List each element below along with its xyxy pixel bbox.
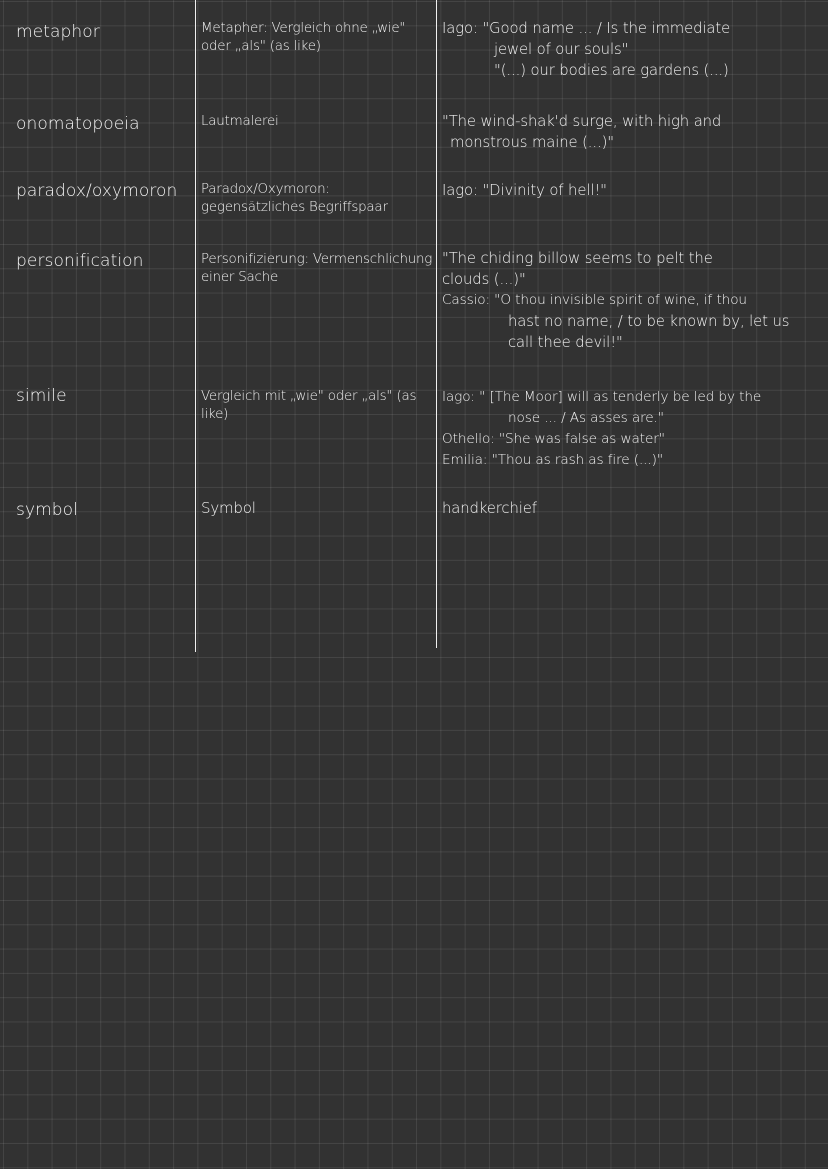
example-personification [442, 248, 826, 353]
example-onomatopoeia [442, 111, 826, 153]
german-metaphor: Metapher: Vergleich ohne „wie" oder „als" (as like) [201, 21, 406, 54]
example-line: "The wind-shak'd surge, with high and [442, 113, 722, 130]
german-symbol: Symbol [201, 499, 256, 517]
example-line: clouds (...)" [442, 271, 526, 288]
example-line: monstrous maine (...)" [450, 134, 614, 151]
example-line: Cassio: "O thou invisible spirit of wine, if thou [442, 292, 747, 308]
example-line: handkerchief [442, 500, 537, 517]
example-paradox-oxymoron [442, 180, 826, 201]
example-line: Iago: "Good name ... / Is the immediate [442, 20, 731, 37]
term-paradox-oxymoron: paradox/oxymoron [16, 181, 178, 201]
german-paradox-oxymoron: Paradox/Oxymoron: gegensätzliches Begriffspaar [201, 182, 388, 215]
example-line: Iago: "Divinity of hell!" [442, 182, 607, 199]
german-simile: Vergleich mit „wie" oder „als" (as like) [201, 389, 417, 422]
german-personification: Personifizierung: Vermenschlichung einer Sache [201, 252, 433, 285]
example-line: "The chiding billow seems to pelt the [442, 250, 713, 267]
example-metaphor [442, 18, 826, 81]
example-symbol [442, 498, 826, 519]
german-onomatopoeia: Lautmalerei [201, 114, 279, 129]
column-divider-left [195, 0, 196, 652]
term-metaphor: metaphor [16, 22, 100, 42]
example-line: hast no name, / to be known by, let us [508, 313, 790, 330]
term-simile: simile [16, 386, 67, 406]
example-line: "(...) our bodies are gardens (...) [494, 62, 729, 79]
term-personification: personification [16, 251, 144, 271]
example-line: call thee devil!" [508, 334, 623, 351]
example-line: Iago: " [The Moor] will as tenderly be led by the [442, 389, 762, 405]
example-line: Othello: "She was false as water" [442, 431, 665, 447]
example-line: Emilia: "Thou as rash as fire (...)" [442, 452, 663, 468]
term-onomatopoeia: onomatopoeia [16, 114, 140, 134]
column-divider-right [436, 0, 437, 648]
term-symbol: symbol [16, 500, 78, 520]
example-simile [442, 387, 826, 471]
example-line: nose ... / As asses are." [508, 410, 664, 426]
example-line: jewel of our souls" [494, 41, 629, 58]
